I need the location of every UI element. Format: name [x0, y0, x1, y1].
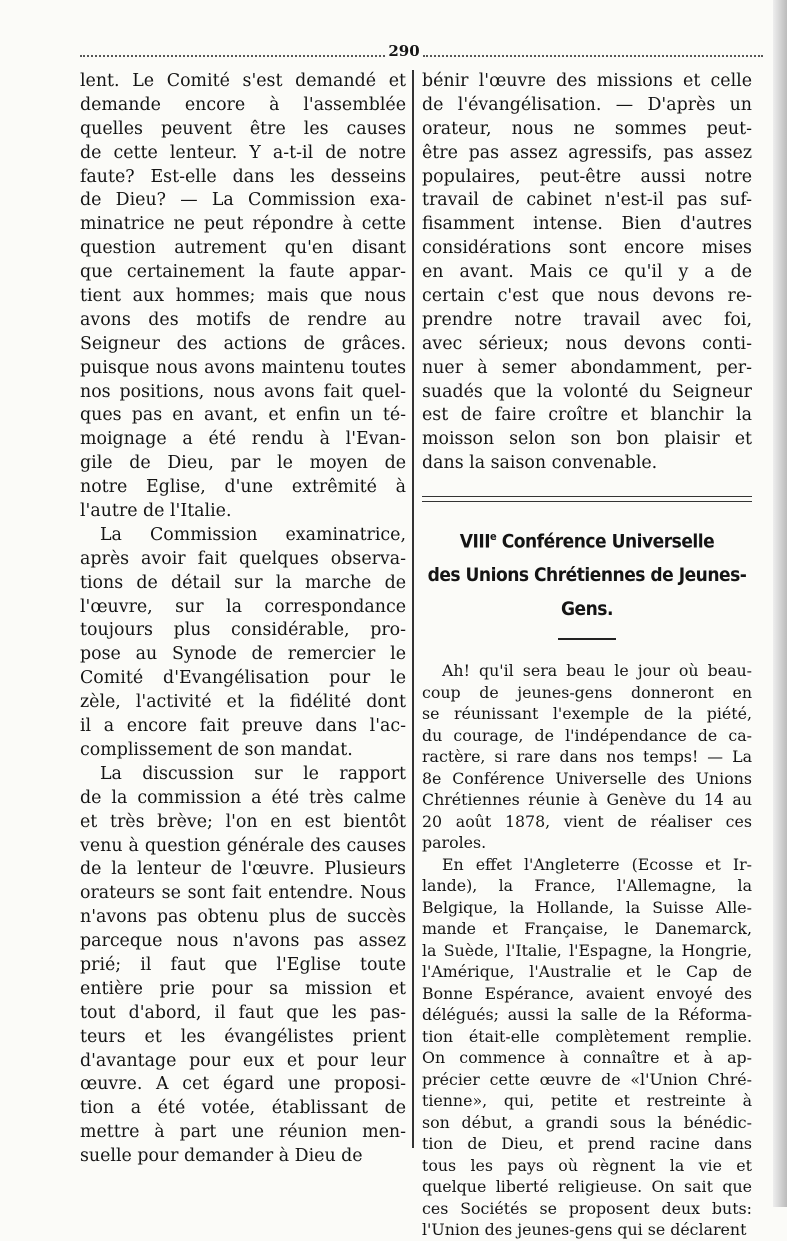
text-line: prié; il faut que l'Eglise toute — [80, 954, 406, 975]
text-line: certain c'est que nous devons re- — [422, 286, 752, 307]
text-line: entière prie pour sa mission et — [80, 978, 406, 999]
text-line: quelque liberté religieuse. On sait que — [422, 1177, 752, 1197]
text-line: complissement de son mandat. — [80, 739, 353, 760]
text-line: question autrement qu'en disant — [80, 238, 406, 259]
text-line: de la commission a été très calme — [80, 787, 406, 808]
text-line: pose au Synode de remercier le — [80, 644, 406, 665]
text-line: n'avons pas obtenu plus de succès — [80, 907, 406, 928]
text-line: En effet l'Angleterre (Ecosse et Ir- — [442, 854, 752, 874]
text-line: l'Union des jeunes-gens qui se déclarent — [422, 1220, 747, 1240]
text-line: dans la saison convenable. — [422, 453, 658, 474]
text-line: tous les pays où règnent la vie et — [422, 1155, 752, 1175]
text-line: lent. Le Comité s'est demandé et — [80, 71, 406, 91]
text-line: et très brève; l'on en est bientôt — [80, 811, 406, 832]
paragraph — [80, 70, 406, 524]
text-line: l'Amérique, l'Australie et le Cap de — [422, 962, 752, 982]
text-line: gile de Dieu, par le moyen de — [80, 453, 406, 474]
text-line: délégués; aussi la salle de la Réforma- — [422, 1005, 752, 1025]
text-line: La Commission examinatrice, — [100, 524, 406, 545]
right-body — [422, 660, 752, 1241]
text-line: Comité d'Evangélisation pour le — [80, 668, 406, 689]
text-line: il a encore fait preuve dans l'ac- — [80, 716, 406, 737]
text-line: la Suède, l'Italie, l'Espagne, la Hongrie, — [422, 940, 752, 960]
text-line: avec sérieux; nous devons conti- — [422, 333, 752, 354]
text-line: ractère, si rare dans nos temps! — La — [422, 747, 752, 767]
text-line: avons des motifs de rendre au — [80, 309, 406, 330]
right-paragraph-top — [422, 70, 752, 476]
text-line: est de faire croître et blanchir la — [422, 405, 752, 426]
text-line: moignage a été rendu à l'Evan- — [80, 429, 406, 450]
text-line: paroles. — [422, 833, 487, 853]
text-line: tions de détail sur la marche de — [80, 572, 406, 593]
text-line: l'autre de l'Italie. — [80, 501, 232, 522]
text-line: demande encore à l'assemblée — [80, 94, 406, 115]
page-edge — [773, 0, 787, 1207]
double-rule — [422, 496, 752, 502]
text-line: quelles peuvent être les causes — [80, 118, 406, 139]
heading-dash — [558, 638, 616, 640]
section-separator — [422, 476, 752, 520]
text-line: que certainement la faute appar- — [80, 262, 406, 283]
article-heading — [422, 520, 752, 626]
header-rule-left — [80, 55, 385, 57]
paragraph — [80, 524, 406, 763]
text-line: teurs et les évangélistes prient — [80, 1026, 406, 1047]
text-line: de l'évangélisation. — D'après un — [422, 94, 752, 115]
text-line: en avant. Mais ce qu'il y a de — [422, 262, 752, 283]
text-line: ces Sociétés se proposent deux buts: — [422, 1198, 752, 1218]
text-line: parceque nous n'avons pas assez — [80, 931, 406, 952]
text-line: suelle pour demander à Dieu de — [80, 1146, 363, 1167]
text-line: considérations sont encore mises — [422, 238, 752, 259]
right-column — [422, 70, 752, 1241]
text-line: On commence à connaître et à ap- — [422, 1048, 752, 1068]
text-line: tout d'abord, il faut que les pas- — [80, 1002, 406, 1023]
paragraph — [80, 763, 406, 1169]
text-line: tion de Dieu, et prend racine dans — [422, 1134, 752, 1154]
text-line: lande), la France, l'Allemagne, la — [422, 876, 752, 896]
text-line: se réunissant l'exemple de la piété, — [422, 704, 752, 724]
text-line: Seigneur des actions de grâces. — [80, 333, 406, 354]
text-line: après avoir fait quelques observa- — [80, 548, 406, 569]
text-line: l'œuvre, sur la correspondance — [80, 596, 406, 617]
text-line: notre Eglise, d'une extrêmité à — [80, 477, 406, 498]
text-line: du courage, de l'indépendance de ca- — [422, 725, 752, 745]
text-line: nos positions, nous avons fait quel- — [80, 381, 406, 402]
text-line: nuer à semer abondamment, per- — [422, 357, 752, 378]
text-line: tion a été votée, établissant de — [80, 1098, 406, 1119]
text-line: précier cette œuvre de «l'Union Chré- — [422, 1069, 752, 1089]
column-divider — [412, 70, 414, 1148]
text-line: populaires, peut-être aussi notre — [422, 166, 752, 187]
text-line: minatrice ne peut répondre à cette — [80, 214, 406, 235]
text-line: La discussion sur le rapport — [100, 763, 406, 784]
text-line: moisson selon son bon plaisir et — [422, 429, 752, 450]
text-line: de cette lenteur. Y a-t-il de notre — [80, 142, 406, 163]
text-line: ques pas en avant, et enfin un té- — [80, 405, 406, 426]
text-line: Chrétiennes réunie à Genève du 14 au — [422, 790, 752, 810]
left-column — [80, 70, 406, 1169]
text-line: faute? Est-elle dans les desseins — [80, 166, 406, 187]
text-line: d'avantage pour eux et pour leur — [80, 1050, 406, 1071]
text-line: prendre notre travail avec foi, — [422, 309, 752, 330]
paragraph — [422, 660, 752, 854]
heading-line-1: VIIIe Conférence Universelle — [459, 530, 715, 553]
text-line: de Dieu? — La Commission exa- — [80, 190, 406, 211]
paragraph — [422, 854, 752, 1241]
text-line: bénir l'œuvre des missions et celle — [422, 71, 752, 91]
text-line: fisamment intense. Bien d'autres — [422, 214, 752, 235]
page-header — [80, 42, 763, 66]
text-line: tienne», qui, petite et restreinte à — [422, 1091, 752, 1111]
text-line: Belgique, la Hollande, la Suisse Alle- — [422, 897, 752, 917]
page-number: 290 — [388, 42, 420, 60]
text-line: toujours plus considérable, pro- — [80, 620, 406, 641]
text-line: Ah! qu'il sera beau le jour où beau- — [442, 661, 752, 681]
text-line: œuvre. A cet égard une proposi- — [80, 1074, 406, 1095]
text-line: mettre à part une réunion men- — [80, 1122, 406, 1143]
text-line: travail de cabinet n'est-il pas suf- — [422, 190, 752, 211]
text-line: mande et Française, le Danemarck, — [422, 919, 752, 939]
text-line: zèle, l'activité et la fidélité dont — [80, 692, 406, 713]
text-line: orateurs se sont fait entendre. Nous — [80, 883, 406, 904]
text-line: être pas assez agressifs, pas assez — [422, 142, 752, 163]
text-line: orateur, nous ne sommes peut- — [422, 118, 752, 139]
text-line: 8e Conférence Universelle des Unions — [422, 768, 752, 788]
text-line: puisque nous avons maintenu toutes — [80, 357, 406, 378]
text-line: tient aux hommes; mais que nous — [80, 286, 406, 307]
text-line: son début, a grandi sous la bénédic- — [422, 1112, 752, 1132]
text-line: suadés que la volonté du Seigneur — [422, 381, 752, 402]
text-line: de la lenteur de l'œuvre. Plusieurs — [80, 859, 406, 880]
text-line: 20 août 1878, vient de réaliser ces — [422, 811, 752, 831]
text-line: venu à question générale des causes — [80, 835, 406, 856]
text-line: tion était-elle complètement remplie. — [422, 1026, 752, 1046]
header-rule-right — [423, 55, 763, 57]
heading-line-2: des Unions Chrétiennes de Jeunes-Gens. — [427, 564, 747, 621]
text-line: Bonne Espérance, avaient envoyé des — [422, 983, 752, 1003]
text-line: coup de jeunes-gens donneront en — [422, 682, 752, 702]
